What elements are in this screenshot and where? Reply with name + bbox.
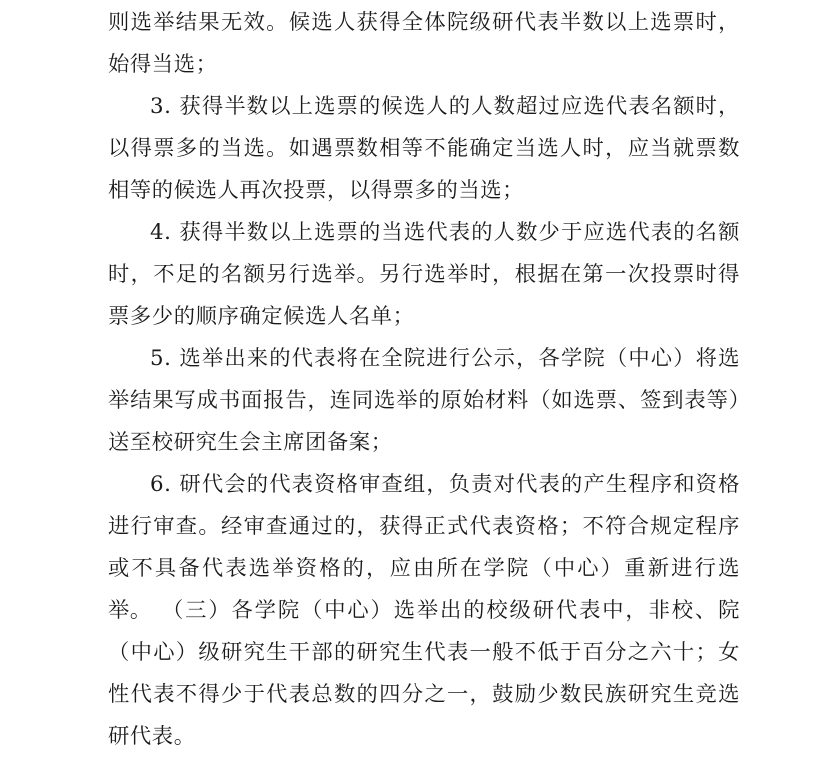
paragraph-section-3: （三）各学院（中心）选举出的校级研代表中，非校、院（中心）级研究生干部的研究生代表一般不低于百分之六十；女性代表不得少于代表总数的四分之一，鼓励少数民族研究生竞选研代表。 [108,598,740,749]
paragraph-item-6: 6. 研代会的代表资格审查组，负责对代表的产生程序和资格进行审查。经审查通过的，获得正式代表资格；不符合规定程序或不具备代表选举资格的，应由所在学院（中心）重新进行选举。 [108,472,740,623]
paragraph-item-3: 3. 获得半数以上选票的候选人的人数超过应选代表名额时，以得票多的当选。如遇票数相等不能确定当选人时，应当就票数相等的候选人再次投票，以得票多的当选； [108,94,740,203]
paragraph-item-4: 4. 获得半数以上选票的当选代表的人数少于应选代表的名额时，不足的名额另行选举。另行选举时，根据在第一次投票时得票多少的顺序确定候选人名单； [108,220,740,329]
paragraph-election-validity: 则选举结果无效。候选人获得全体院级研代表半数以上选票时，始得当选； [108,10,740,77]
paragraph-item-5: 5. 选举出来的代表将在全院进行公示，各学院（中心）将选举结果写成书面报告，连同选举的原始材料（如选票、签到表等）送至校研究生会主席团备案； [108,346,740,455]
